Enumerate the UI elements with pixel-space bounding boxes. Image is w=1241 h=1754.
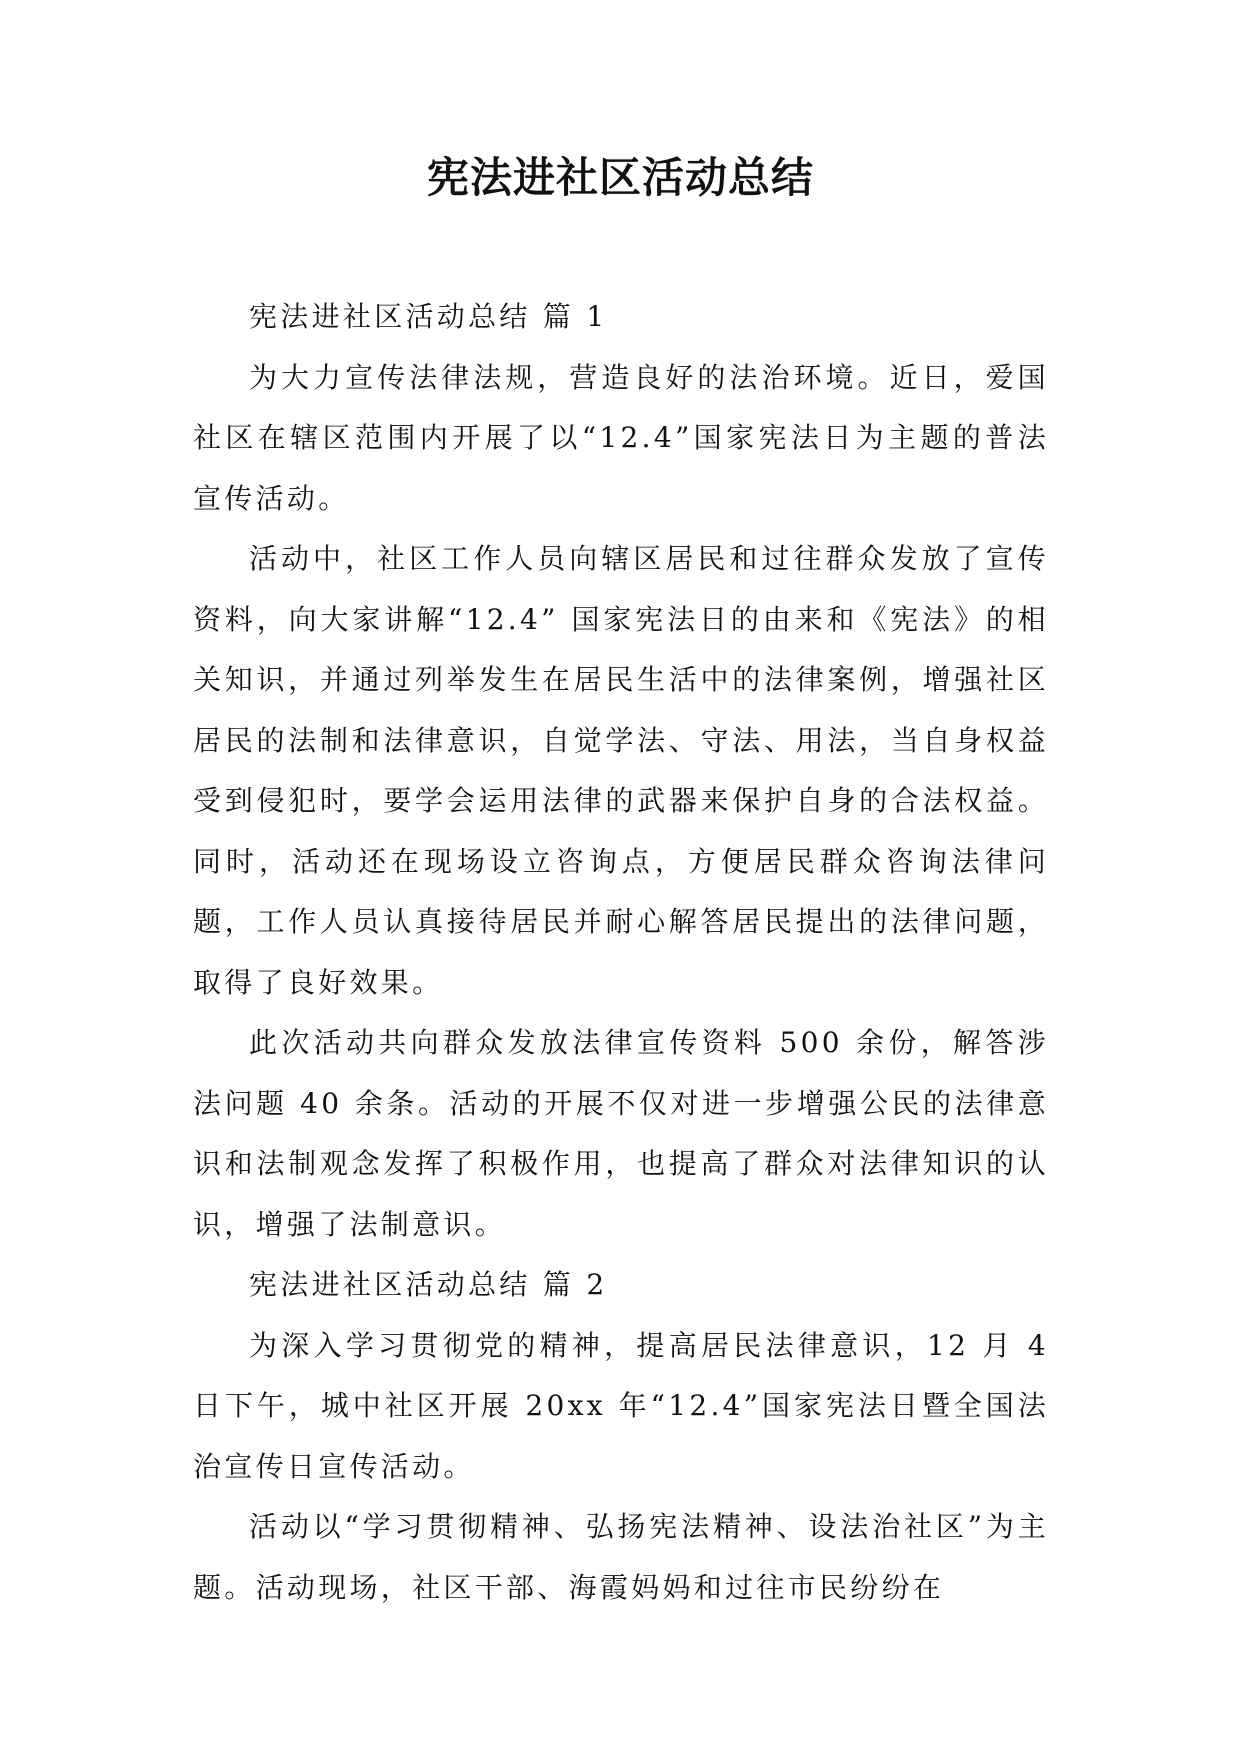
- paragraph: 为深入学习贯彻党的精神，提高居民法律意识，12 月 4 日下午，城中社区开展 20xx 年“12.4”国家宪法日暨全国法治宣传日宣传活动。: [193, 1328, 1049, 1483]
- document-body: [193, 287, 1049, 1618]
- section-heading: 宪法进社区活动总结 篇 1: [249, 300, 608, 333]
- paragraph: 活动以“学习贯彻精神、弘扬宪法精神、设法治社区”为主题。活动现场，社区干部、海霞妈妈和过往市民纷纷在: [193, 1510, 1049, 1604]
- paragraph: 活动中，社区工作人员向辖区居民和过往群众发放了宣传资料，向大家讲解“12.4” 国家宪法日的由来和《宪法》的相关知识，并通过列举发生在居民生活中的法律案例，增强社区居民的法制和法律意识，自觉学法、守法、用法，当自身权益受到侵犯时，要学会运用法律的武器来保护自身的合法权益。同时，活动还在现场设立咨询点，方便居民群众咨询法律问题，工作人员认真接待居民并耐心解答居民提出的法律问题，取得了良好效果。: [193, 542, 1049, 999]
- paragraph: 此次活动共向群众发放法律宣传资料 500 余份，解答涉法问题 40 余条。活动的开展不仅对进一步增强公民的法律意识和法制观念发挥了积极作用，也提高了群众对法律知识的认识，增强了法制意识。: [193, 1026, 1049, 1241]
- document-title: 宪法进社区活动总结: [426, 153, 814, 202]
- paragraph: 为大力宣传法律法规，营造良好的法治环境。近日，爱国社区在辖区范围内开展了以“12.4”国家宪法日为主题的普法宣传活动。: [193, 360, 1049, 515]
- section-heading: 宪法进社区活动总结 篇 2: [249, 1268, 608, 1301]
